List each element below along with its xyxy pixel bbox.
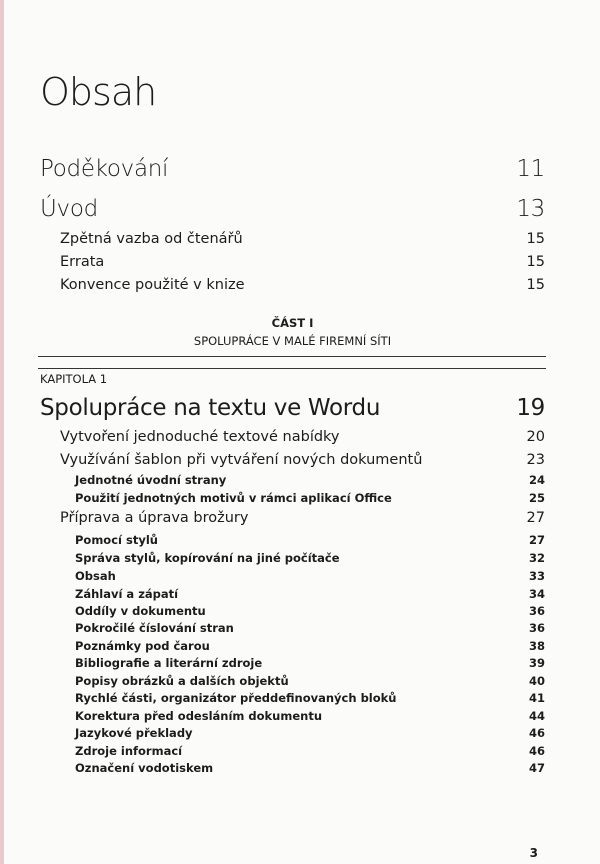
toc-entry (0, 452, 545, 468)
page-number: 3 (529, 846, 538, 860)
toc-label: Obsah (75, 569, 116, 583)
toc-label: Použití jednotných motivů v rámci aplikací Office (75, 491, 392, 505)
toc-page: 13 (516, 196, 545, 222)
toc-page: 24 (528, 473, 545, 487)
toc-entry (0, 761, 545, 775)
toc-label: Zpětná vazba od čtenářů (60, 231, 243, 247)
toc-page: 19 (516, 395, 545, 421)
toc-page: 11 (516, 156, 545, 182)
toc-label: Spolupráce na textu ve Wordu (40, 395, 381, 421)
toc-page: 23 (526, 452, 545, 468)
toc-page: 44 (528, 709, 545, 723)
toc-entry (0, 691, 545, 705)
toc-label: Bibliografie a literární zdroje (75, 656, 263, 670)
toc-label: Označení vodotiskem (75, 761, 214, 775)
toc-label: Jazykové překlady (75, 726, 193, 740)
toc-page: 46 (528, 726, 545, 740)
toc-entry (0, 231, 545, 247)
toc-page: 32 (528, 551, 545, 565)
toc-page: 15 (526, 277, 545, 293)
toc-label: Rychlé části, organizátor předdefinovaných bloků (75, 691, 397, 705)
toc-entry (0, 569, 545, 583)
toc-label: Popisy obrázků a dalších objektů (75, 674, 289, 688)
toc-label: Errata (60, 254, 105, 270)
toc-entry (0, 533, 545, 547)
toc-page: 34 (528, 587, 545, 601)
toc-entry (0, 587, 545, 601)
toc-label: Vytvoření jednoduché textové nabídky (60, 429, 340, 445)
toc-entry (0, 491, 545, 505)
toc-label: Příprava a úprava brožury (60, 510, 249, 526)
toc-entry (0, 639, 545, 653)
toc-label: Záhlaví a zápatí (75, 587, 179, 601)
toc-entry (0, 473, 545, 487)
toc-page: 25 (528, 491, 545, 505)
part-number: ČÁST I (271, 316, 314, 330)
divider (38, 368, 546, 369)
toc-page: 40 (528, 674, 545, 688)
toc-label: Poděkování (40, 156, 169, 182)
toc-entry (0, 277, 545, 293)
toc-entry (0, 621, 545, 635)
toc-label: Úvod (40, 196, 98, 222)
toc-page: 15 (526, 231, 545, 247)
toc-entry (0, 196, 545, 222)
toc-page: 39 (528, 656, 545, 670)
toc-label: Pomocí stylů (75, 533, 158, 547)
toc-entry (0, 156, 545, 182)
toc-page: 36 (528, 621, 545, 635)
toc-page: 15 (526, 254, 545, 270)
toc-label: Pokročilé číslování stran (75, 621, 234, 635)
toc-entry (0, 429, 545, 445)
divider (38, 356, 546, 357)
toc-entry (0, 709, 545, 723)
toc-page: 33 (528, 569, 545, 583)
toc-entry (0, 744, 545, 758)
toc-label: Korektura před odesláním dokumentu (75, 709, 323, 723)
toc-label: Zdroje informací (75, 744, 183, 758)
toc-entry (0, 656, 545, 670)
toc-entry (0, 604, 545, 618)
toc-page: 41 (528, 691, 545, 705)
toc-entry (0, 726, 545, 740)
toc-label: Poznámky pod čarou (75, 639, 210, 653)
toc-page: 47 (528, 761, 545, 775)
toc-page: 36 (528, 604, 545, 618)
toc-label: Konvence použité v knize (60, 277, 245, 293)
toc-page: 46 (528, 744, 545, 758)
toc-label: Využívání šablon při vytváření nových dokumentů (60, 452, 423, 468)
chapter-kicker: KAPITOLA 1 (40, 372, 108, 386)
toc-page: 27 (526, 510, 545, 526)
toc-page: 20 (526, 429, 545, 445)
toc-entry (0, 551, 545, 565)
toc-page: 38 (528, 639, 545, 653)
toc-label: Správa stylů, kopírování na jiné počítače (75, 551, 340, 565)
toc-entry (0, 510, 545, 526)
toc-entry (0, 674, 545, 688)
page-title: Obsah (40, 70, 157, 114)
part-name: SPOLUPRÁCE V MALÉ FIREMNÍ SÍTI (193, 334, 392, 348)
toc-page: 27 (528, 533, 545, 547)
toc-label: Jednotné úvodní strany (75, 473, 227, 487)
toc-label: Oddíly v dokumentu (75, 604, 206, 618)
toc-entry (0, 254, 545, 270)
chapter-title (0, 395, 545, 421)
